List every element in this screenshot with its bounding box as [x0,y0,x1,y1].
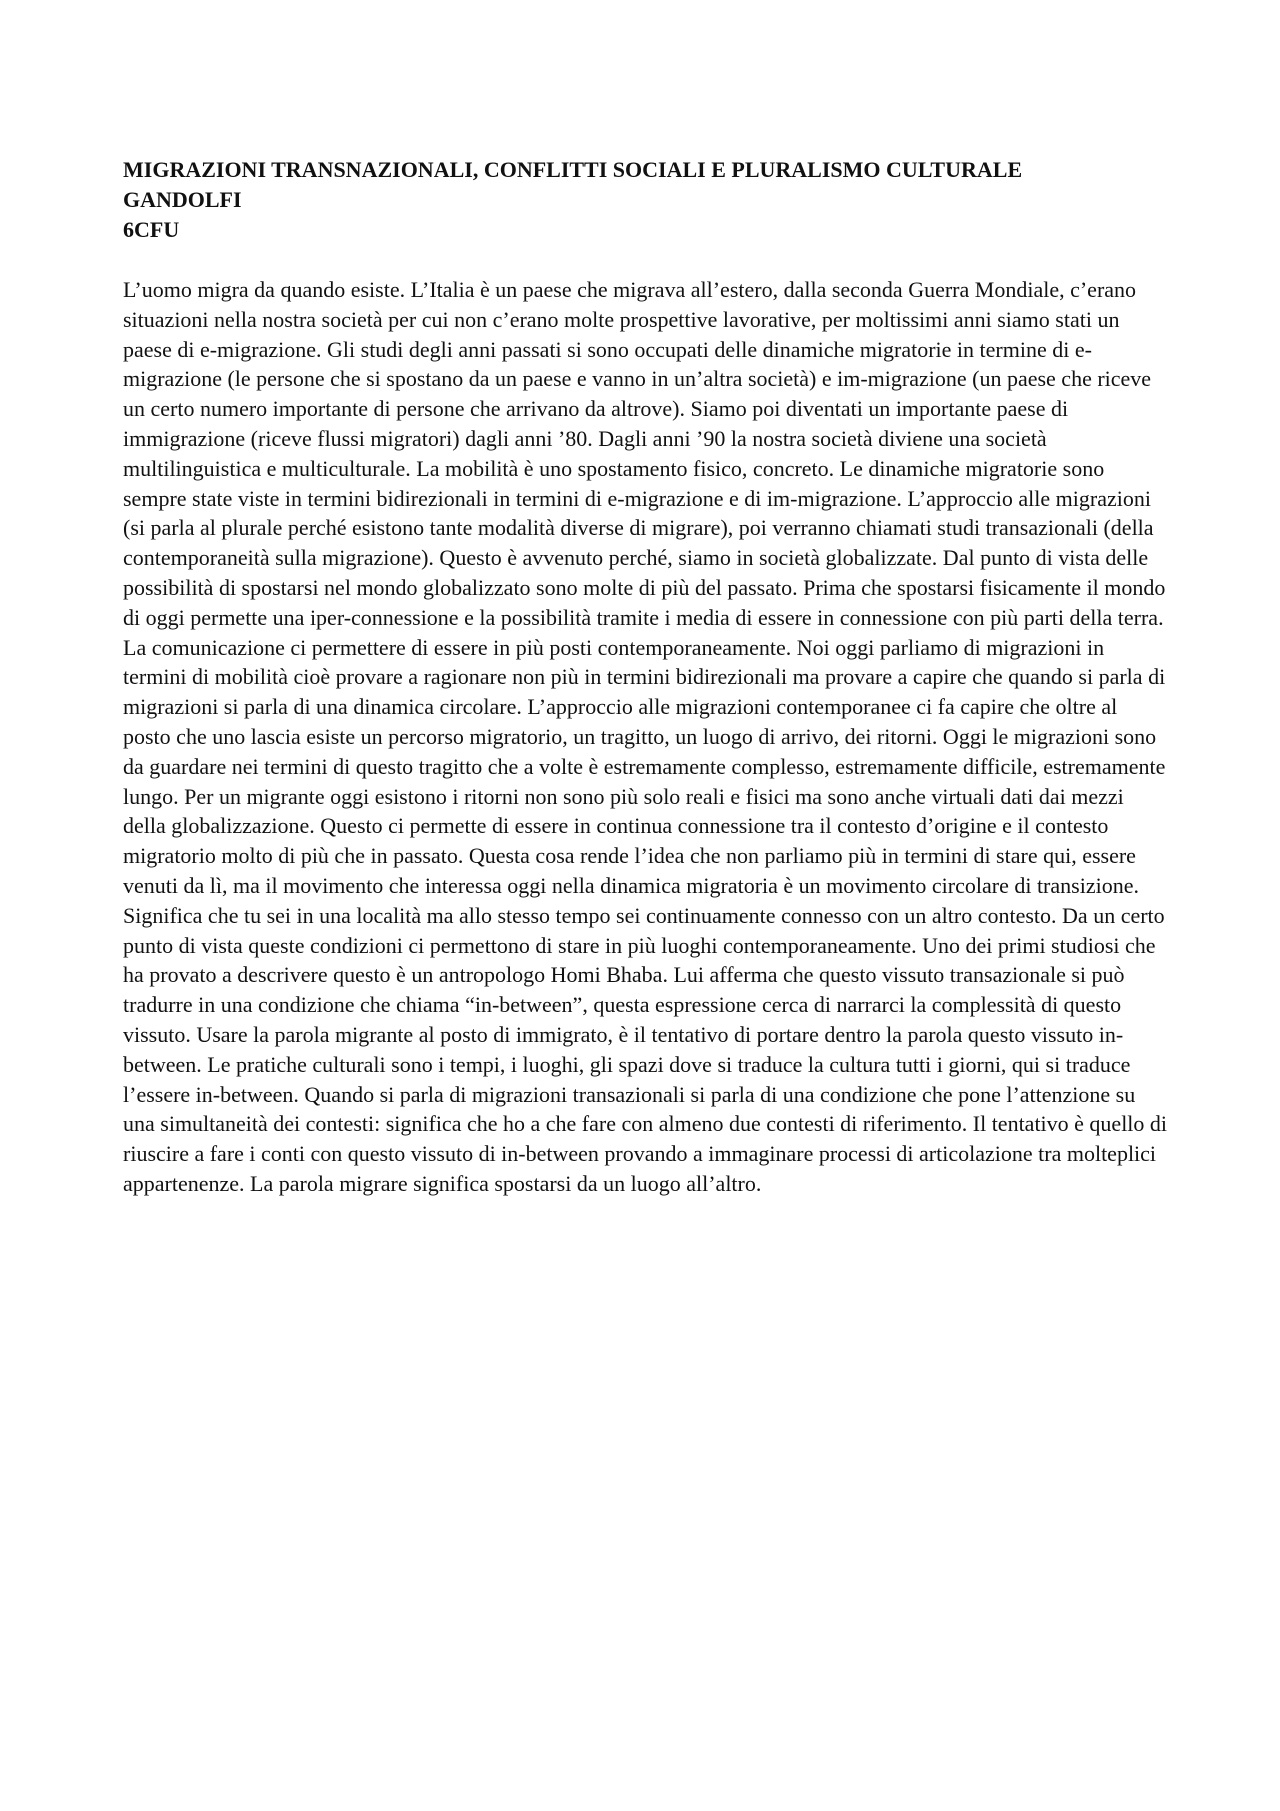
body-paragraph: L’uomo migra da quando esiste. L’Italia è un paese che migrava all’estero, dalla seconda Guerra Mondiale, c’erano situazioni nella nostra società per cui non c’erano molte prospettive lavorative, per moltissimi anni siamo stati un paese di e-migrazione. Gli studi degli anni passati si sono occupati delle dinamiche migratorie in termine di e-migrazione (le persone che si spostano da un paese e vanno in un’altra società) e im-migrazione (un paese che riceve un certo numero importante di persone che arrivano da altrove). Siamo poi diventati un importante paese di immigrazione (riceve flussi migratori) dagli anni ’80. Dagli anni ’90 la nostra società diviene una società multilinguistica e multiculturale. La mobilità è uno spostamento fisico, concreto. Le dinamiche migratorie sono sempre state viste in termini bidirezionali in termini di e-migrazione e di im-migrazione. L’approccio alle migrazioni (si parla al plurale perché esistono tante modalità diverse di migrare), poi verranno chiamati studi transazionali (della contemporaneità sulla migrazione). Questo è avvenuto perché, siamo in società globalizzate. Dal punto di vista delle possibilità di spostarsi nel mondo globalizzato sono molte di più del passato. Prima che spostarsi fisicamente il mondo di oggi permette una iper-connessione e la possibilità tramite i media di essere in connessione con più parti della terra. La comunicazione ci permettere di essere in più posti contemporaneamente. Noi oggi parliamo di migrazioni in termini di mobilità cioè provare a ragionare non più in termini bidirezionali ma provare a capire che quando si parla di migrazioni si parla di una dinamica circolare. L’approccio alle migrazioni contemporanee ci fa capire che oltre al posto che uno lascia esiste un percorso migratorio, un tragitto, un luogo di arrivo, dei ritorni. Oggi le migrazioni sono da guardare nei termini di questo tragitto che a volte è estremamente complesso, estremamente difficile, estremamente lungo. Per un migrante oggi esistono i ritorni non sono più solo reali e fisici ma sono anche virtuali dati dai mezzi della globalizzazione. Questo ci permette di essere in continua connessione tra il contesto d’origine e il contesto migratorio molto di più che in passato. Questa cosa rende l’idea che non parliamo più in termini di stare qui, essere venuti da lì, ma il movimento che interessa oggi nella dinamica migratoria è un movimento circolare di transizione. Significa che tu sei in una località ma allo stesso tempo sei continuamente connesso con un altro contesto. Da un certo punto di vista queste condizioni ci permettono di stare in più luoghi contemporaneamente. Uno dei primi studiosi che ha provato a descrivere questo è un antropologo Homi Bhaba. Lui afferma che questo vissuto transazionale si può tradurre in una condizione che chiama “in-between”, questa espressione cerca di narrarci la complessità di questo vissuto. Usare la parola migrante al posto di immigrato, è il tentativo di portare dentro la parola questo vissuto in-between. Le pratiche culturali sono i tempi, i luoghi, gli spazi dove si traduce la cultura tutti i giorni, qui si traduce l’essere in-between. Quando si parla di migrazioni transazionali si parla di una condizione che pone l’attenzione su una simultaneità dei contesti: significa che ho a che fare con almeno due contesti di riferimento. Il tentativo è quello di riuscire a fare i conti con questo vissuto di in-between provando a immaginare processi di articolazione tra molteplici appartenenze. La parola migrare significa spostarsi da un luogo all’altro. [123,277,1168,1196]
document-heading [123,155,1168,245]
document-content [123,155,1168,1199]
course-credits: 6CFU [123,217,180,242]
professor-name: GANDOLFI [123,187,242,212]
course-title: MIGRAZIONI TRANSNAZIONALI, CONFLITTI SOCIALI E PLURALISMO CULTURALE [123,157,1023,182]
